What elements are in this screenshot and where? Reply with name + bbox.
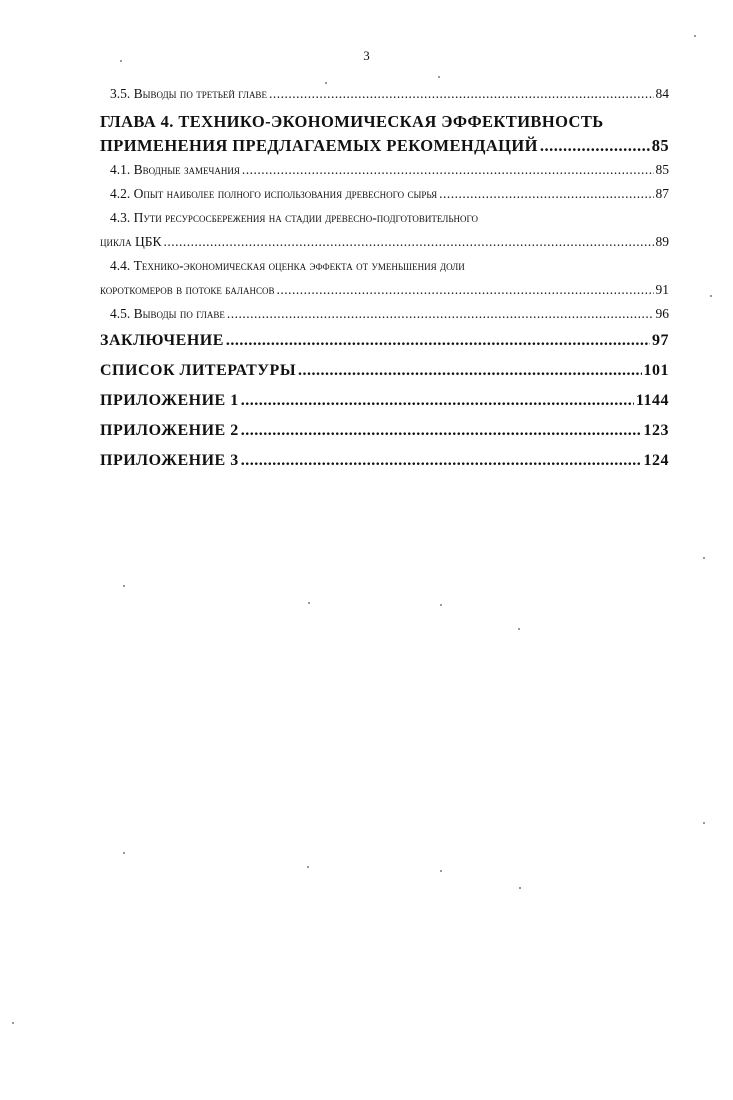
scan-speck [123, 852, 125, 854]
scan-speck [12, 1022, 14, 1024]
toc-entry-appendix-2 [100, 416, 669, 446]
toc-entry-appendix-3 [100, 446, 669, 476]
toc-entry-page: 84 [655, 86, 669, 101]
scan-speck [325, 82, 327, 84]
scan-speck [308, 602, 310, 604]
scan-speck [694, 35, 696, 37]
dot-leader [241, 416, 642, 446]
toc-entry-references [100, 356, 669, 386]
scan-speck [519, 887, 521, 889]
toc-entry-page: 87 [655, 186, 669, 201]
toc-entry-page: 124 [643, 452, 669, 469]
dot-leader [241, 386, 634, 416]
toc-entry-page: 101 [643, 362, 669, 379]
toc-entry-conclusion [100, 326, 669, 356]
toc-entry-title: 4.1. Вводные замечания [110, 162, 240, 177]
dot-leader [164, 230, 654, 254]
toc-entry-title: ПРИЛОЖЕНИЕ 3 [100, 452, 239, 469]
toc-entry-4-1 [100, 158, 669, 182]
toc-chapter-4-title-line1: ГЛАВА 4. ТЕХНИКО-ЭКОНОМИЧЕСКАЯ ЭФФЕКТИВНОСТЬ [100, 112, 604, 131]
page-number: 3 [363, 48, 370, 63]
toc-entry-title: 3.5. Выводы по третьей главе [110, 86, 267, 101]
toc-entry-title: СПИСОК ЛИТЕРАТУРЫ [100, 362, 297, 379]
toc-entry-title: ПРИЛОЖЕНИЕ 1 [100, 392, 239, 409]
dot-leader [226, 326, 650, 356]
dot-leader [439, 182, 653, 206]
toc-entry-title: 4.5. Выводы по главе [110, 306, 225, 321]
scan-speck [518, 628, 520, 630]
toc-entry-page: 123 [643, 422, 669, 439]
scan-speck [307, 866, 309, 868]
scan-speck [440, 870, 442, 872]
dot-leader [227, 302, 654, 326]
toc-entry-page: 85 [655, 162, 669, 177]
toc-entry-4-4 [100, 278, 669, 302]
toc-entry-4-5 [100, 302, 669, 326]
toc-entry-title: ПРИМЕНЕНИЯ ПРЕДЛАГАЕМЫХ РЕКОМЕНДАЦИЙ [100, 136, 538, 155]
scan-speck [120, 60, 122, 62]
toc-entry-appendix-1 [100, 386, 669, 416]
toc-entry-title: ЗАКЛЮЧЕНИЕ [100, 332, 224, 349]
scan-speck [703, 822, 705, 824]
toc-entry-4-2 [100, 182, 669, 206]
toc-entry-title: ПРИЛОЖЕНИЕ 2 [100, 422, 239, 439]
toc-entry-title: 4.2. Опыт наиболее полного использования древесного сырья [110, 186, 438, 201]
scan-speck [710, 295, 712, 297]
dot-leader [242, 158, 654, 182]
scan-speck [440, 604, 442, 606]
toc-entry-page: 1144 [635, 392, 669, 409]
dot-leader [241, 446, 642, 476]
toc-entry-3-5 [100, 82, 669, 106]
toc-entry-page: 91 [655, 282, 669, 297]
toc-entry-4-4-line1: 4.4. Технико-экономическая оценка эффекта от уменьшения доли [110, 258, 465, 273]
dot-leader [269, 82, 654, 106]
scan-speck [123, 585, 125, 587]
dot-leader [540, 134, 650, 158]
scan-speck [703, 557, 705, 559]
scan-speck [438, 76, 440, 78]
toc-chapter-4 [100, 134, 669, 158]
table-of-contents [100, 82, 669, 476]
toc-entry-page: 89 [655, 234, 669, 249]
toc-entry-4-3-line1: 4.3. Пути ресурсосбережения на стадии древесно-подготовительного [110, 210, 478, 225]
dot-leader [298, 356, 641, 386]
toc-entry-page: 85 [651, 136, 669, 155]
toc-entry-4-3 [100, 230, 669, 254]
dot-leader [276, 278, 653, 302]
toc-entry-title: цикла ЦБК [100, 234, 162, 249]
toc-entry-page: 97 [652, 332, 669, 349]
toc-entry-title: короткомеров в потоке балансов [100, 282, 275, 297]
toc-entry-page: 96 [655, 306, 669, 321]
